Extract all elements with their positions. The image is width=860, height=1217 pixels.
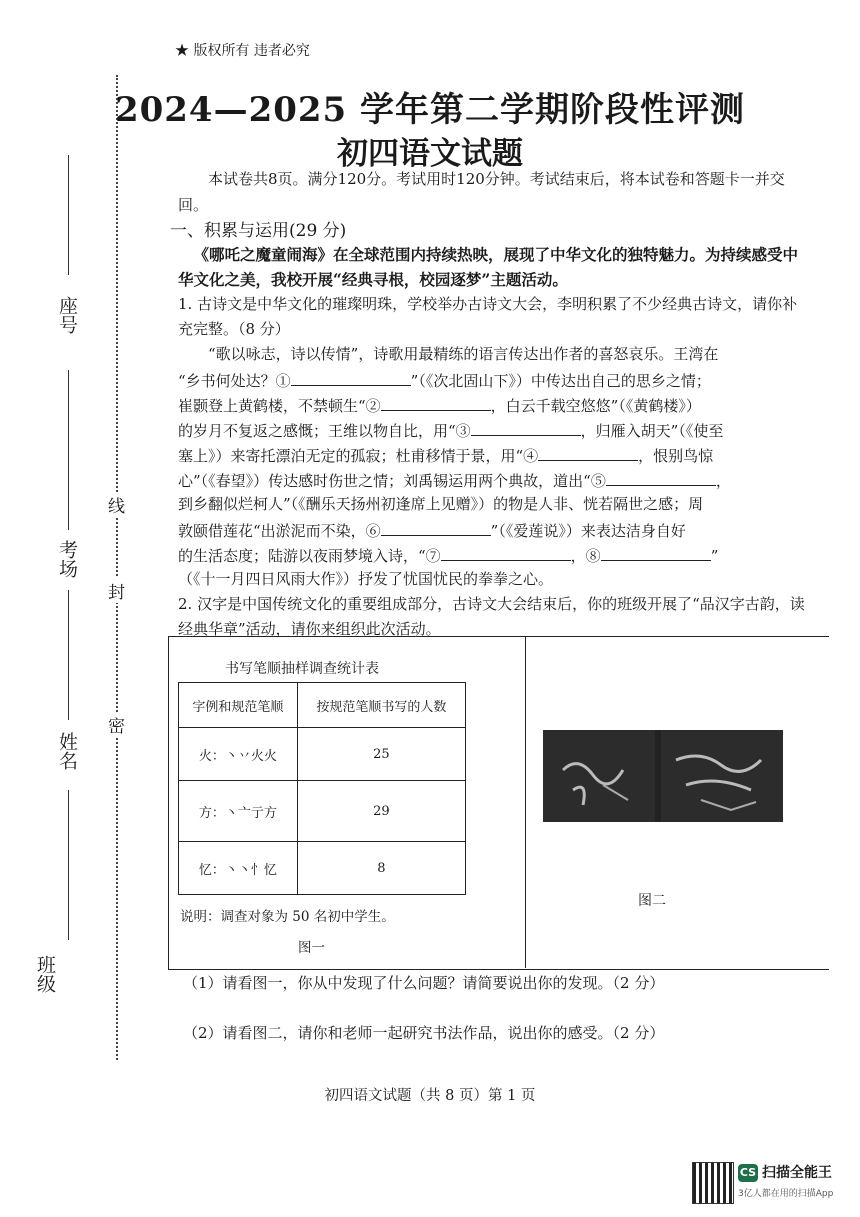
count-cell: 8 — [297, 842, 465, 895]
section-lead: 《哪吒之魔童闹海》在全球范围内持续热映，展现了中华文化的独特魅力。为持续感受中华文化之美，我校开展“经典寻根，校园逐梦”主题活动。 — [178, 245, 799, 289]
exam-instructions: 本试卷共8页。满分120分。考试用时120分钟。考试结束后，将本试卷和答题卡一并交回。 — [178, 170, 785, 214]
answer-blank-3[interactable] — [471, 417, 581, 436]
count-cell: 25 — [297, 728, 465, 781]
camscanner-logo-icon: CS — [738, 1164, 758, 1182]
exam-title: 2024—2025 学年第二学期阶段性评测 — [114, 90, 746, 130]
answer-blank-1[interactable] — [291, 367, 411, 386]
exam-subtitle: 初四语文试题 — [337, 136, 523, 172]
seat-label: 座号 — [56, 296, 78, 334]
seal-feng: 封 — [108, 578, 125, 603]
table-header: 字例和规范笔顺 — [179, 683, 298, 728]
scanner-app-name: 扫描全能王 — [762, 1165, 832, 1181]
seal-mi: 密 — [108, 712, 125, 737]
figure-divider — [525, 636, 526, 968]
copyright-notice: ★ 版权所有 违者必究 — [175, 43, 310, 59]
question-2-intro: 2. 汉字是中国传统文化的重要组成部分，古诗文大会结束后，你的班级开展了“品汉字古韵，读经典华章”活动，请你来组织此次活动。 — [178, 595, 805, 638]
calligraphy-panel-left — [543, 730, 655, 822]
poem-fill-line: 崔颢登上黄鹤楼，不禁顿生“② ，白云千载空悠悠”（《黄鹤楼》） — [178, 392, 810, 419]
survey-table — [178, 682, 466, 895]
poem-fill-line: 的岁月不复返之感慨；王维以物自比，用“③ ，归雁入胡天”（《使至 — [178, 417, 810, 444]
answer-blank-2[interactable] — [381, 392, 491, 411]
table-row — [179, 728, 466, 781]
class-line — [68, 790, 69, 940]
section-heading: 一、积累与运用(29 分) — [170, 221, 347, 241]
answer-blank-8[interactable] — [601, 542, 711, 561]
binding-dotted-line — [116, 75, 118, 1060]
answer-blank-5[interactable] — [606, 467, 716, 486]
seat-line — [68, 155, 69, 275]
answer-blank-6[interactable] — [381, 517, 491, 536]
question-2-1: （1）请看图一，你从中发现了什么问题？请简要说出你的发现。（2 分） — [183, 974, 665, 992]
figure2-label: 图二 — [638, 893, 666, 909]
exam-room-line — [68, 370, 69, 530]
stroke-order-cell: 火：丶丷火火 — [179, 728, 298, 781]
calligraphy-image — [543, 730, 783, 822]
page-footer: 初四语文试题（共 8 页）第 1 页 — [324, 1088, 536, 1104]
question-2-2: （2）请看图二，请你和老师一起研究书法作品，说出你的感受。（2 分） — [183, 1024, 665, 1042]
answer-blank-7[interactable] — [441, 542, 571, 561]
poem-fill-line: 心”（《春望》）传达感时伤世之情；刘禹锡运用两个典故，道出“⑤ ， — [178, 467, 810, 494]
name-label: 姓名 — [56, 732, 78, 770]
answer-blank-4[interactable] — [538, 442, 638, 461]
figure1-note: 说明：调查对象为 50 名初中学生。 — [180, 909, 395, 925]
poem-fill-line: 到乡翻似烂柯人”（《酬乐天扬州初逢席上见赠》）的物是人非、恍若隔世之感；周 — [178, 495, 704, 513]
scanner-tagline: 3亿人都在用的扫描App — [738, 1189, 834, 1199]
table-header: 按规范笔顺书写的人数 — [297, 683, 465, 728]
figure1-label: 图一 — [298, 940, 325, 956]
stroke-order-cell: 忆：丶丶忄忆 — [179, 842, 298, 895]
poem-fill-line: “歌以咏志，诗以传情”，诗歌用最精练的语言传达出作者的喜怒哀乐。王湾在 — [208, 345, 719, 363]
name-line-top — [68, 590, 69, 720]
poem-fill-line: 敦颐借莲花“出淤泥而不染，⑥ ”（《爱莲说》）来表达洁身自好 — [178, 517, 810, 544]
poem-fill-line: 塞上》）来寄托漂泊无定的孤寂；杜甫移情于景，用“④ ，恨别鸟惊 — [178, 442, 810, 469]
poem-fill-line: “乡书何处达？① ”（《次北固山下》）中传达出自己的思乡之情； — [178, 367, 810, 394]
stroke-order-cell: 方：丶亠亍方 — [179, 781, 298, 842]
class-label: 班级 — [34, 955, 56, 993]
count-cell: 29 — [297, 781, 465, 842]
calligraphy-panel-right — [661, 730, 783, 822]
figure1-title: 书写笔顺抽样调查统计表 — [225, 661, 379, 677]
qr-code-icon — [692, 1162, 734, 1204]
poem-fill-line: （《十一月四日风雨大作》）抒发了忧国忧民的拳拳之心。 — [178, 570, 554, 588]
poem-fill-line: 的生活态度；陆游以夜雨梦境入诗，“⑦ ，⑧ ” — [178, 542, 810, 569]
table-row — [179, 842, 466, 895]
seal-xian: 线 — [108, 492, 125, 517]
table-row — [179, 781, 466, 842]
exam-room-label: 考场 — [56, 540, 78, 578]
question-1-intro: 1. 古诗文是中华文化的璀璨明珠，学校举办古诗文大会，李明积累了不少经典古诗文，请你补充完整。（8 分） — [178, 295, 798, 338]
